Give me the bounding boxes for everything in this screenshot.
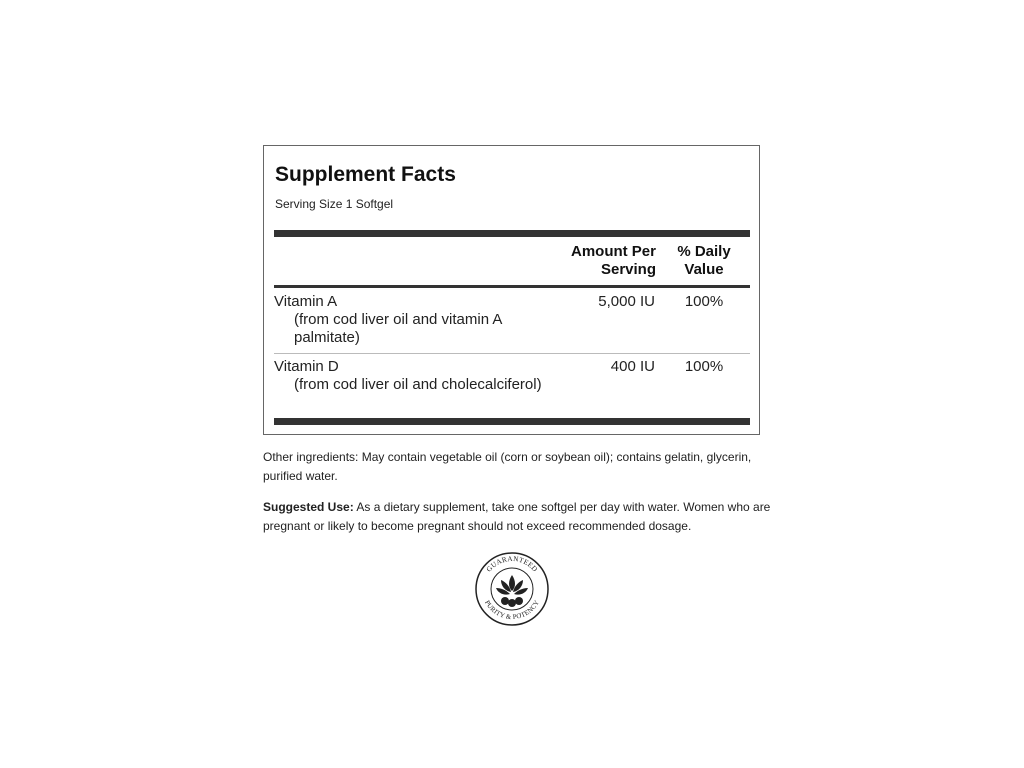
header-amount-line2: Serving (600, 261, 656, 278)
thick-divider-top (274, 230, 750, 237)
header-amount-line1: Amount Per (570, 243, 656, 260)
header-dv-line2: Value (684, 261, 724, 278)
suggested-use (263, 498, 773, 536)
nutrient-name-vitamin-a: Vitamin A (274, 293, 338, 310)
seal-bottom-text: PURITY & POTENCY (483, 599, 541, 622)
row-divider (274, 353, 750, 354)
lotus-seal-icon (474, 551, 550, 627)
nutrient-source-vitamin-d: (from cod liver oil and cholecalciferol) (294, 376, 542, 393)
nutrient-amount-vitamin-a: 5,000 IU (598, 293, 655, 310)
thick-divider-bottom (274, 418, 750, 425)
nutrient-dv-vitamin-a: 100% (684, 293, 724, 310)
suggested-use-label: Suggested Use: (263, 500, 354, 514)
facts-title: Supplement Facts (275, 163, 456, 186)
nutrient-source-vitamin-a: (from cod liver oil and vitamin A palmitate) (294, 311, 502, 346)
nutrient-amount-vitamin-d: 400 IU (610, 358, 655, 375)
header-divider (274, 285, 750, 288)
serving-size: Serving Size 1 Softgel (275, 197, 394, 211)
header-amount-per-serving (544, 243, 656, 279)
suggested-use-text: As a dietary supplement, take one softgel per day with water. Women who are pregnant or likely to become pregnant should not exceed recommended dosage. (263, 500, 771, 533)
nutrient-dv-vitamin-d: 100% (684, 358, 724, 375)
other-ingredients: Other ingredients: May contain vegetable oil (corn or soybean oil); contains gelatin, glycerin, purified water. (263, 450, 752, 483)
supplement-facts-panel (263, 145, 760, 435)
seal-top-text: GUARANTEED (484, 554, 540, 574)
lotus-flower-icon (496, 575, 528, 607)
nutrient-name-vitamin-d: Vitamin D (274, 358, 339, 375)
header-daily-value (664, 243, 744, 279)
header-dv-line1: % Daily (677, 243, 731, 260)
